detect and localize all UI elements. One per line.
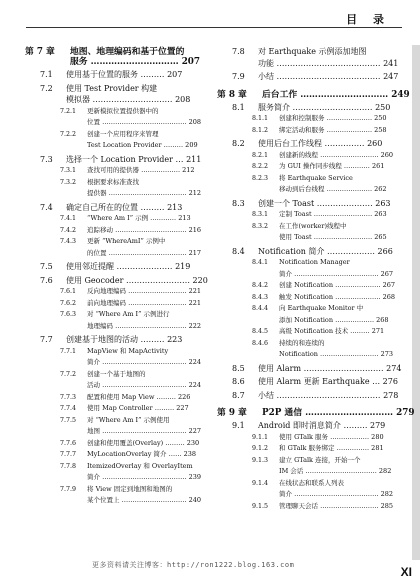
toc-entry-sub[interactable]	[232, 501, 418, 513]
toc-entry-number: 7.7	[40, 335, 53, 344]
toc-entry-line: 使用 Test Provider 构建	[66, 83, 158, 93]
toc-entry-line: 创建和控制服务 ………………… 250	[279, 114, 387, 122]
toc-entry-sec[interactable]	[232, 363, 418, 375]
toc-right-column	[217, 46, 418, 512]
toc-entry-title	[87, 309, 201, 332]
toc-entry-title	[279, 326, 384, 338]
toc-entry-line: ItemizedOverlay 和 OverlayItem	[87, 461, 193, 470]
toc-entry-number: 7.7.1	[60, 347, 77, 355]
toc-entry-line: 地理编码 …………………………… 222	[87, 321, 202, 330]
toc-entry-line: “Where Am I” 示例 ………… 213	[87, 214, 191, 222]
toc-entry-line: 功能 ………………………………… 241	[258, 58, 399, 68]
toc-entry-sub[interactable]	[232, 221, 418, 244]
header-rule	[26, 27, 402, 28]
toc-entry-line: 高级 Notification 技术 ……… 271	[279, 327, 385, 335]
toc-entry-sec[interactable]	[232, 420, 418, 432]
toc-entry-line: 管理聊天会话 ……………………… 285	[279, 501, 394, 510]
toc-entry-line: MyLocationOverlay 简介 …… 238	[87, 450, 197, 458]
toc-entry-number: 7.7.9	[60, 485, 77, 493]
page-number: XI	[400, 565, 412, 579]
toc-entry-line: 配置和使用 Map View ……… 226	[87, 392, 191, 401]
toc-entry-line: MapView 和 MapActivity	[87, 346, 169, 355]
toc-entry-sec[interactable]	[232, 71, 418, 83]
toc-entry-sec[interactable]	[232, 198, 418, 210]
toc-entry-number: 7.7.8	[60, 462, 77, 470]
toc-entry-number: 7.7.5	[60, 416, 77, 424]
toc-entry-line: 某个位置上 ………………………… 240	[87, 496, 202, 504]
toc-entry-line: Android 即时消息简介 ……… 279	[258, 421, 386, 430]
toc-entry-sub[interactable]	[40, 484, 226, 507]
toc-entry-line: 建立 GTalk 连接，开始一个	[279, 455, 361, 464]
toc-entry-number: 8.4	[232, 246, 245, 256]
toc-entry-line: 根据要求标准查找	[87, 177, 139, 186]
toc-entry-number: 第 9 章	[217, 408, 247, 418]
toc-entry-sec[interactable]	[40, 154, 226, 166]
toc-entry-title	[258, 102, 390, 114]
toc-entry-title	[258, 46, 398, 69]
toc-entry-title	[279, 501, 393, 513]
toc-entry-sub[interactable]	[40, 392, 226, 404]
toc-entry-number: 9.1.2	[252, 445, 269, 452]
toc-entry-title	[66, 334, 182, 346]
toc-entry-number: 8.4.5	[252, 328, 269, 335]
toc-entry-number: 9.1	[232, 421, 245, 430]
toc-entry-title	[66, 83, 190, 106]
toc-entry-line: 移动到后台线程 ………………… 262	[279, 185, 387, 193]
toc-entry-sub[interactable]	[232, 338, 418, 361]
toc-entry-number: 7.3.1	[60, 167, 77, 174]
toc-entry-sub[interactable]	[232, 326, 418, 338]
toc-entry-line: 的位置 ……………………………… 217	[87, 248, 202, 257]
toc-entry-line: 服务 ………………………… 207	[70, 57, 201, 67]
toc-entry-number: 8.2.2	[252, 163, 269, 170]
toc-entry-line: 活动 ………………………………… 224	[87, 381, 202, 389]
toc-entry-line: 使用 Alarm ………………………… 274	[258, 363, 402, 373]
toc-entry-title	[279, 280, 395, 292]
toc-entry-line: 对 Earthquake 示例添加地图	[258, 47, 367, 56]
toc-entry-number: 9.1.1	[252, 433, 269, 441]
toc-entry-title	[279, 338, 393, 361]
toc-entry-title	[87, 484, 201, 507]
toc-entry-line: 持续的和连续的	[279, 338, 325, 347]
toc-entry-sub[interactable]	[232, 455, 418, 478]
toc-entry-line: 服务简介 ………………………… 250	[258, 102, 391, 112]
toc-entry-number: 7.7.6	[60, 439, 77, 447]
toc-entry-line: Test Location Provider ……… 209	[87, 141, 198, 149]
toc-entry-sub[interactable]	[40, 177, 226, 200]
header-title: 目 录	[346, 13, 390, 26]
toc-entry-sub[interactable]	[232, 257, 418, 280]
toc-entry-number: 7.2.1	[60, 107, 77, 115]
toc-entry-ch[interactable]	[217, 89, 418, 100]
toc-entry-line: 创建 Notification ………………… 267	[279, 281, 396, 289]
toc-entry-line: 在线状态和联系人列表	[279, 478, 344, 487]
toc-entry-sec[interactable]	[40, 261, 226, 273]
toc-entry-sub[interactable]	[40, 438, 226, 450]
toc-entry-sub[interactable]	[40, 449, 226, 461]
toc-entry-number: 8.1.1	[252, 115, 269, 122]
toc-entry-line: 简介 ………………………………… 224	[87, 358, 202, 366]
toc-entry-title	[87, 298, 201, 310]
toc-entry-sec[interactable]	[232, 246, 418, 258]
toc-entry-title	[87, 403, 189, 415]
toc-entry-title	[258, 390, 398, 402]
toc-entry-line: 反向地理编码 ……………………… 221	[87, 287, 202, 295]
toc-entry-line: 位置 ………………………………… 208	[87, 118, 202, 126]
toc-entry-number: 8.4.1	[252, 259, 269, 266]
toc-entry-title	[87, 392, 190, 404]
toc-entry-number: 7.1	[40, 70, 53, 79]
toc-entry-number: 8.4.4	[252, 305, 269, 312]
toc-entry-line: 使用 Map Controller ……… 227	[87, 404, 189, 412]
toc-entry-title	[279, 221, 387, 244]
toc-entry-number: 8.4.2	[252, 282, 269, 289]
toc-entry-title	[87, 225, 201, 237]
toc-entry-title	[66, 261, 190, 273]
toc-entry-sec[interactable]	[40, 69, 226, 81]
toc-entry-line: IM 会话 …………………………… 282	[279, 467, 392, 475]
toc-entry-line: 绑定活动和服务 ………………… 258	[279, 125, 387, 134]
toc-entry-number: 7.7.3	[60, 393, 77, 401]
toc-entry-number: 8.2.3	[252, 174, 269, 182]
toc-entry-sub[interactable]	[40, 165, 226, 177]
toc-entry-title	[87, 286, 201, 298]
toc-entry-sub[interactable]	[40, 106, 226, 129]
toc-entry-sec[interactable]	[40, 275, 226, 287]
toc-entry-line: 触发 Notification ………………… 268	[279, 292, 396, 301]
toc-entry-line: 小结 ………………………………… 247	[258, 72, 399, 81]
toc-entry-line: 使用邻近提醒 ………………… 219	[66, 262, 191, 271]
toc-entry-title	[279, 443, 384, 455]
toc-entry-sub[interactable]	[40, 309, 226, 332]
toc-entry-number: 7.9	[232, 72, 245, 81]
toc-entry-title	[279, 455, 391, 478]
toc-entry-sub[interactable]	[232, 113, 418, 125]
toc-entry-number: 7.2	[40, 83, 53, 93]
toc-entry-title	[87, 129, 198, 152]
toc-entry-title	[87, 415, 201, 438]
toc-entry-line: 使用基于位置的服务 ……… 207	[66, 70, 183, 79]
toc-entry-sub[interactable]	[232, 173, 418, 196]
toc-entry-number: 7.4.3	[60, 238, 77, 245]
toc-entry-number: 8.4.6	[252, 339, 269, 347]
toc-entry-title	[279, 150, 393, 162]
toc-entry-number: 7.4.2	[60, 226, 77, 234]
toc-entry-line: 对 “Where Am I” 示例进行	[87, 310, 170, 318]
toc-entry-title	[279, 432, 384, 444]
toc-entry-number: 7.2.2	[60, 130, 77, 138]
toc-entry-title	[70, 46, 200, 67]
toc-entry-line: 简介 ………………………………… 267	[279, 269, 394, 278]
toc-entry-number: 7.7.2	[60, 370, 77, 378]
toc-entry-line: 简介 ………………………………… 282	[279, 490, 394, 498]
toc-entry-line: Notification Manager	[279, 258, 350, 266]
toc-entry-sub[interactable]	[232, 432, 418, 444]
toc-entry-line: 创建新的线程 ……………………… 260	[279, 150, 394, 159]
toc-entry-sub[interactable]	[40, 286, 226, 298]
toc-entry-title	[258, 138, 382, 150]
toc-entry-sub[interactable]	[232, 161, 418, 173]
toc-entry-number: 8.3.2	[252, 222, 269, 230]
toc-entry-line: 模拟器 ………………………… 208	[66, 95, 191, 104]
toc-entry-line: 定制 Toast ……………………… 263	[279, 210, 387, 218]
toc-entry-title	[279, 113, 387, 125]
toc-entry-title	[279, 125, 387, 137]
toc-entry-sub[interactable]	[40, 129, 226, 152]
toc-entry-sec[interactable]	[232, 138, 418, 150]
toc-entry-sub[interactable]	[232, 209, 418, 221]
toc-entry-sec[interactable]	[40, 202, 226, 214]
toc-entry-number: 第 8 章	[217, 89, 247, 100]
toc-entry-number: 9.1.4	[252, 479, 269, 487]
toc-entry-line: 添加 Notification ……………… 268	[279, 315, 389, 324]
toc-entry-number: 9.1.5	[252, 502, 269, 510]
toc-entry-sub[interactable]	[40, 236, 226, 259]
toc-entry-title	[66, 69, 182, 81]
toc-entry-line: 更新模拟位置提供器中的	[87, 106, 159, 115]
toc-entry-sub[interactable]	[40, 415, 226, 438]
toc-entry-line: 将 View 固定到地图和地图的	[87, 484, 173, 493]
toc-entry-line: 创建和使用覆盖(Overlay) ……… 230	[87, 438, 200, 447]
toc-entry-ch[interactable]	[25, 46, 226, 67]
toc-entry-number: 7.8	[232, 47, 245, 56]
toc-entry-sub[interactable]	[40, 213, 226, 225]
toc-entry-number: 7.4	[40, 202, 53, 212]
toc-entry-sub[interactable]	[40, 225, 226, 237]
toc-entry-line: 在工作(worker)线程中	[279, 221, 347, 230]
toc-entry-sec[interactable]	[40, 334, 226, 346]
toc-entry-line: 和 GTalk 服务绑定 …………… 281	[279, 444, 384, 452]
toc-entry-sub[interactable]	[232, 125, 418, 137]
toc-entry-line: 向 Earthquake Monitor 中	[279, 304, 364, 312]
toc-entry-sub[interactable]	[232, 150, 418, 162]
toc-entry-number: 8.3.1	[252, 211, 269, 218]
toc-entry-line: 前向地理编码 ……………………… 221	[87, 298, 202, 307]
toc-entry-number: 8.4.3	[252, 293, 269, 301]
toc-entry-title	[87, 438, 199, 450]
toc-entry-number: 8.2	[232, 139, 245, 148]
toc-entry-line: P2P 通信 ………………………… 279	[262, 408, 415, 418]
toc-entry-sub[interactable]	[40, 298, 226, 310]
toc-entry-title	[66, 202, 182, 214]
toc-left-column	[25, 46, 226, 507]
toc-entry-line: 创建一个 Toast ………………… 263	[258, 198, 391, 208]
toc-entry-number: 7.6.3	[60, 311, 77, 318]
toc-entry-line: 提供器 ……………………………… 212	[87, 189, 202, 197]
toc-entry-line: 后台工作 ………………………… 249	[262, 89, 410, 100]
toc-entry-title	[66, 154, 201, 166]
toc-entry-number: 7.7.4	[60, 405, 77, 412]
toc-entry-title	[279, 303, 389, 326]
toc-entry-line: 使用 Alarm 更新 Earthquake … 276	[258, 377, 398, 386]
toc-entry-ch[interactable]	[217, 407, 418, 418]
toc-entry-number: 7.7.7	[60, 451, 77, 458]
toc-entry-sub[interactable]	[232, 443, 418, 455]
toc-entry-sub[interactable]	[232, 280, 418, 292]
toc-entry-title	[87, 236, 201, 259]
toc-entry-title	[279, 478, 393, 501]
toc-entry-line: 使用 Geocoder …………………… 220	[66, 275, 208, 285]
toc-entry-line: 使用后台工作线程 …………… 260	[258, 139, 383, 148]
toc-entry-title	[87, 165, 195, 177]
toc-entry-sub[interactable]	[232, 292, 418, 304]
toc-entry-number: 8.1.2	[252, 126, 269, 134]
toc-entry-number: 第 7 章	[25, 47, 55, 57]
toc-entry-sec[interactable]	[232, 102, 418, 114]
toc-entry-line: 追踪移动 …………………………… 216	[87, 225, 202, 234]
toc-entry-number: 8.3	[232, 198, 245, 208]
toc-entry-title	[258, 246, 393, 258]
toc-entry-line: 地图、地理编码和基于位置的	[70, 47, 185, 57]
toc-entry-line: 更新 “WhereAmI” 示例中	[87, 237, 166, 245]
toc-entry-number: 7.6	[40, 275, 53, 285]
toc-entry-sub[interactable]	[232, 303, 418, 326]
toc-entry-number: 7.3	[40, 154, 53, 164]
toc-entry-line: 选择一个 Location Provider … 211	[66, 154, 202, 164]
toc-entry-number: 7.3.2	[60, 178, 77, 186]
blog-footer: 更多资料请关注博客：http://ron1222.blog.163.com	[92, 561, 295, 569]
toc-entry-sub[interactable]	[232, 478, 418, 501]
toc-entry-number: 8.1	[232, 102, 245, 112]
toc-entry-title	[258, 71, 398, 83]
toc-entry-title	[279, 161, 384, 173]
toc-entry-number: 8.2.1	[252, 151, 269, 159]
toc-entry-number: 8.7	[232, 390, 245, 400]
toc-entry-sec[interactable]	[40, 83, 226, 106]
toc-entry-line: 查找可用的提供器 ……………… 212	[87, 166, 195, 174]
toc-entry-number: 9.1.3	[252, 456, 269, 464]
toc-entry-title	[258, 420, 385, 432]
toc-entry-title	[258, 376, 398, 388]
toc-entry-title	[279, 209, 387, 221]
toc-entry-title	[279, 173, 387, 196]
toc-entry-line: 确定自己所在的位置 ……… 213	[66, 202, 183, 212]
toc-entry-title	[262, 89, 410, 100]
toc-entry-number: 8.5	[232, 363, 245, 373]
toc-entry-sub[interactable]	[40, 369, 226, 392]
toc-entry-number: 7.6.2	[60, 299, 77, 307]
toc-entry-number: 7.4.1	[60, 215, 77, 222]
toc-entry-line: 为 GUI 操作同步线程 ………… 261	[279, 162, 385, 170]
toc-entry-line: 小结 ………………………………… 278	[258, 390, 399, 400]
toc-entry-line: Notification ……………………… 273	[279, 350, 393, 358]
toc-entry-title	[279, 257, 393, 280]
toc-entry-sub[interactable]	[40, 346, 226, 369]
toc-entry-line: 地图 ………………………………… 227	[87, 427, 202, 435]
toc-entry-sub[interactable]	[40, 461, 226, 484]
toc-entry-line: 创建基于地图的活动 ……… 223	[66, 335, 183, 344]
toc-entry-line: 使用 GTalk 服务 ……………… 280	[279, 432, 384, 441]
toc-entry-title	[258, 363, 401, 375]
toc-entry-sub[interactable]	[40, 403, 226, 415]
toc-entry-line: Notification 简介 ……………… 266	[258, 246, 393, 256]
toc-entry-title	[87, 213, 191, 225]
toc-entry-line: 使用 Toast ……………………… 265	[279, 233, 387, 241]
toc-entry-line: 简介 ………………………………… 239	[87, 473, 202, 481]
toc-entry-sec[interactable]	[232, 390, 418, 402]
toc-entry-number: 8.6	[232, 377, 245, 386]
toc-entry-title	[87, 177, 201, 200]
toc-entry-title	[258, 198, 391, 210]
toc-entry-line: 对 “Where Am I” 示例使用	[87, 415, 170, 424]
toc-entry-title	[87, 449, 196, 461]
toc-entry-title	[87, 106, 201, 129]
toc-entry-line: 创建一个应用程序来管理	[87, 129, 159, 138]
toc-entry-title	[279, 292, 395, 304]
toc-entry-line: 创建一个基于地图的	[87, 369, 146, 378]
toc-entry-sec[interactable]	[232, 376, 418, 388]
toc-entry-sec[interactable]	[232, 46, 418, 69]
toc-entry-title	[87, 369, 201, 392]
toc-entry-title	[66, 275, 208, 287]
toc-entry-line: 将 Earthquake Service	[279, 173, 353, 182]
toc-entry-number: 7.6.1	[60, 288, 77, 295]
toc-entry-title	[87, 461, 201, 484]
toc-entry-title	[262, 407, 414, 418]
toc-entry-title	[87, 346, 201, 369]
toc-entry-number: 7.5	[40, 262, 53, 271]
